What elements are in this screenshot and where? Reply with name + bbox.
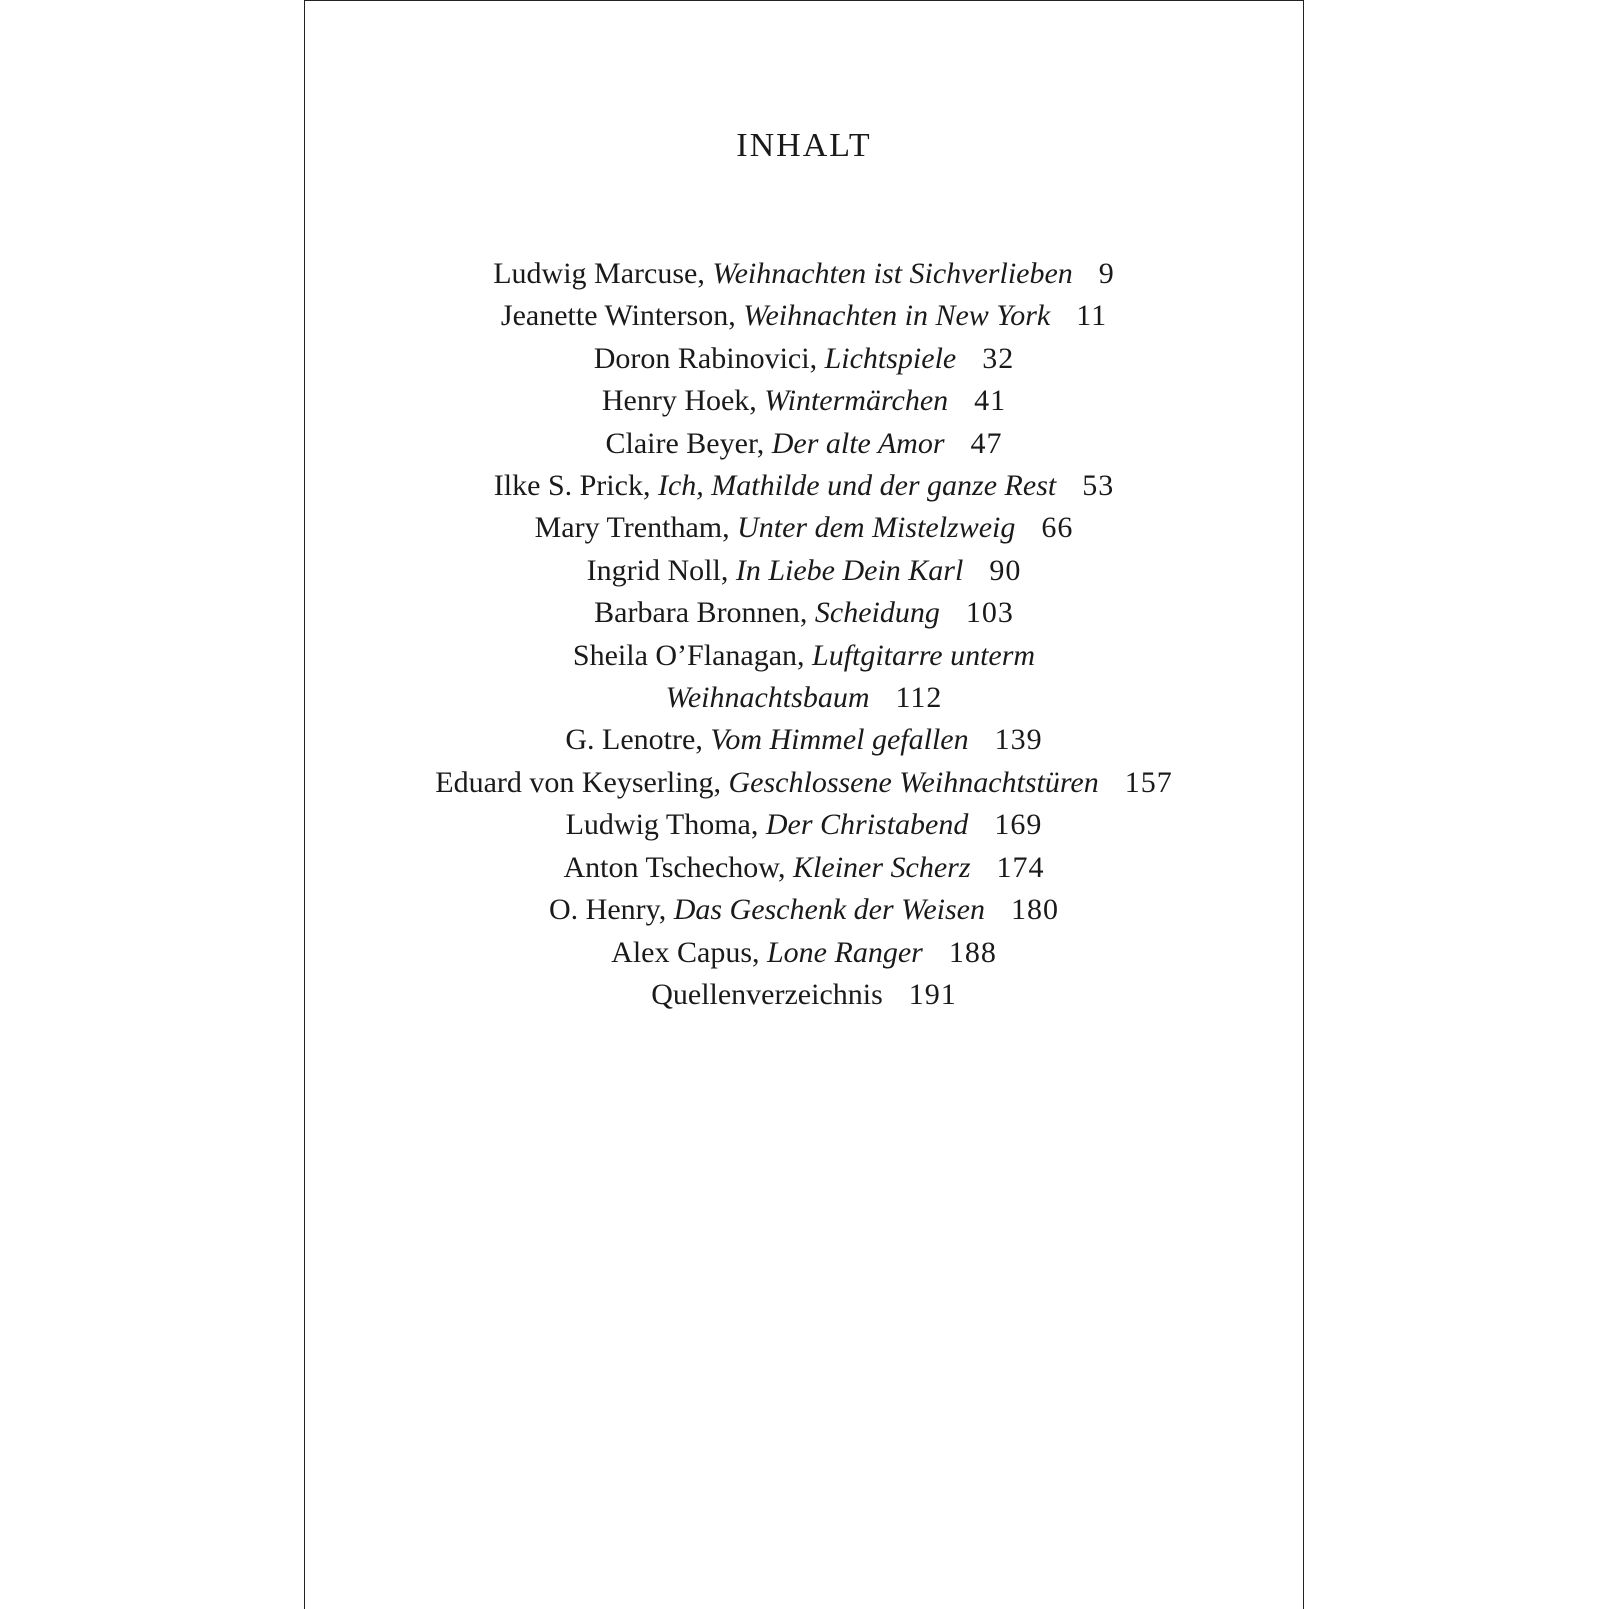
toc-title: Lone Ranger [767, 935, 923, 969]
toc-author: Alex Capus, [611, 935, 760, 969]
toc-page-number: 103 [965, 596, 1014, 630]
toc-entry [305, 804, 1303, 846]
toc-entry [305, 932, 1303, 974]
toc-page-number: 41 [974, 384, 1007, 418]
toc-title: Vom Himmel gefallen [710, 723, 969, 757]
toc-entry [305, 253, 1303, 295]
toc-entry [305, 338, 1303, 380]
toc-title: Das Geschenk der Weisen [673, 893, 985, 927]
toc-author: Eduard von Keyserling, [435, 765, 722, 799]
toc-page-number: 180 [1011, 893, 1059, 927]
toc-author: Sheila O’Flanagan, [572, 638, 805, 672]
toc-page-number: 47 [970, 426, 1003, 460]
toc-author: Ingrid Noll, [586, 553, 729, 587]
toc-entry-continuation [305, 677, 1303, 719]
toc-entry [305, 550, 1303, 592]
toc-page-number: 9 [1098, 257, 1115, 290]
toc-author: Jeanette Winterson, [500, 299, 736, 333]
toc-page-number: 174 [996, 850, 1045, 884]
toc-author: G. Lenotre, [565, 723, 703, 757]
toc-entry [305, 507, 1303, 549]
toc-title: Kleiner Scherz [793, 850, 971, 884]
toc-author: Barbara Bronnen, [594, 596, 808, 630]
toc-page-number: 66 [1041, 511, 1074, 545]
toc-entry [305, 635, 1303, 677]
toc-author: Claire Beyer, [605, 426, 765, 460]
page-title: INHALT [736, 127, 872, 164]
toc-title: Der alte Amor [771, 426, 945, 460]
toc-page-number: 191 [908, 977, 957, 1011]
toc-author: Doron Rabinovici, [593, 341, 818, 375]
book-page [304, 0, 1304, 1609]
toc-entry [305, 719, 1303, 761]
toc-author: Ludwig Thoma, [565, 808, 759, 842]
toc-entry [305, 847, 1303, 889]
toc-entry [305, 889, 1303, 931]
toc-author: Ilke S. Prick, [493, 469, 651, 503]
toc-page-number: 11 [1076, 299, 1108, 333]
toc-page-number: 139 [994, 723, 1043, 757]
toc-title: Lichtspiele [824, 341, 957, 375]
toc-author: Anton Tschechow, [563, 850, 786, 884]
toc-entry [305, 465, 1303, 507]
toc-author: Quellenverzeichnis [651, 977, 883, 1011]
toc-entry [305, 423, 1303, 465]
toc-entry [305, 592, 1303, 634]
toc-author: Henry Hoek, [601, 384, 757, 418]
toc-entry [305, 974, 1303, 1016]
toc-title: Ich, Mathilde und der ganze Rest [657, 469, 1057, 503]
toc-title: Weihnachten ist Sichverlieben [712, 257, 1073, 290]
toc-title: Unter dem Mistelzweig [737, 511, 1016, 545]
toc-page-number: 112 [895, 681, 943, 715]
toc-page-number: 188 [948, 935, 997, 969]
toc-entry [305, 295, 1303, 337]
toc-title: Wintermärchen [764, 384, 949, 418]
toc-title: Geschlossene Weihnachtstüren [728, 765, 1099, 799]
toc-entry [305, 380, 1303, 422]
toc-author: Ludwig Marcuse, [493, 257, 705, 290]
toc-page-number: 90 [989, 553, 1022, 587]
toc-title: Der Christabend [765, 808, 969, 842]
toc-title: Scheidung [814, 596, 940, 630]
toc-author: Mary Trentham, [534, 511, 730, 545]
toc-author: O. Henry, [549, 893, 667, 927]
toc-title: Weihnachtsbaum [665, 681, 870, 715]
toc-title: Luftgitarre unterm [812, 638, 1036, 672]
toc-entry [305, 762, 1303, 804]
toc-page-number: 32 [982, 341, 1015, 375]
toc-page-number: 157 [1124, 765, 1173, 799]
toc-page-number: 169 [994, 808, 1043, 842]
table-of-contents [305, 253, 1303, 1016]
toc-page-number: 53 [1082, 469, 1115, 503]
toc-title: Weihnachten in New York [743, 299, 1051, 333]
toc-title: In Liebe Dein Karl [735, 553, 964, 587]
